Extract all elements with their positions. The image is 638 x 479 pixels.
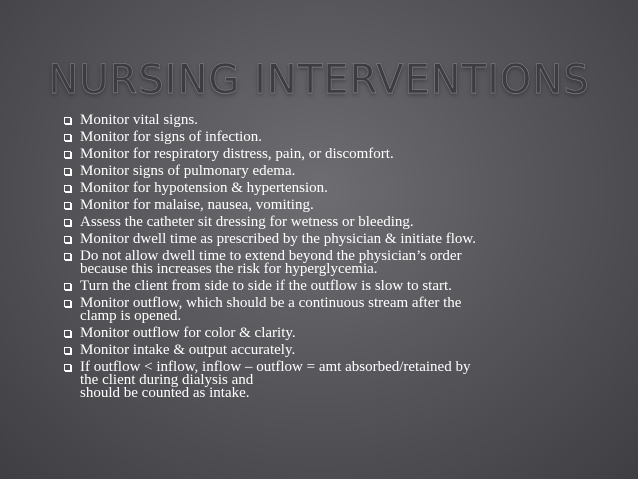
bullet-text-line: Monitor for respiratory distress, pain, or discomfort.: [80, 146, 394, 162]
checkbox-bullet-icon: [64, 364, 71, 371]
checkbox-bullet-icon: [64, 134, 71, 141]
bullet-text-line: Monitor outflow, which should be a continuous stream after the: [80, 295, 462, 311]
bullet-text-line: Assess the catheter sit dressing for wetness or bleeding.: [80, 214, 414, 230]
checkbox-bullet-icon: [64, 168, 71, 175]
checkbox-bullet-icon: [64, 253, 71, 260]
checkbox-bullet-icon: [64, 219, 71, 226]
checkbox-bullet-icon: [64, 185, 71, 192]
bullet-text-line: Monitor for hypotension & hypertension.: [80, 180, 328, 196]
checkbox-bullet-icon: [64, 300, 71, 307]
checkbox-bullet-icon: [64, 283, 71, 290]
bullet-text-line: If outflow < inflow, inflow – outflow = amt absorbed/retained by: [80, 359, 471, 375]
bullet-item: [64, 295, 612, 325]
bullet-item: [64, 146, 612, 163]
bullet-text-line: because this increases the risk for hyperglycemia.: [80, 261, 378, 277]
bullet-list: [64, 112, 612, 402]
checkbox-bullet-icon: [64, 117, 71, 124]
slide-title: NURSING INTERVENTIONS: [48, 56, 590, 103]
bullet-item: [64, 214, 612, 231]
bullet-text-line: Monitor signs of pulmonary edema.: [80, 163, 296, 179]
bullet-item: [64, 231, 612, 248]
bullet-item: [64, 248, 612, 278]
bullet-item: [64, 197, 612, 214]
bullet-text-line: Monitor for malaise, nausea, vomiting.: [80, 197, 314, 213]
bullet-text-line: Monitor intake & output accurately.: [80, 342, 296, 358]
bullet-text-line: Monitor outflow for color & clarity.: [80, 325, 296, 341]
bullet-text-line: Do not allow dwell time to extend beyond the physician’s order: [80, 248, 462, 264]
checkbox-bullet-icon: [64, 151, 71, 158]
bullet-item: [64, 278, 612, 295]
bullet-text-line: Monitor dwell time as prescribed by the physician & initiate flow.: [80, 231, 477, 247]
bullet-item: [64, 180, 612, 197]
bullet-item: [64, 325, 612, 342]
bullet-text-line: Turn the client from side to side if the outflow is slow to start.: [80, 278, 452, 294]
bullet-item: [64, 163, 612, 180]
checkbox-bullet-icon: [64, 236, 71, 243]
bullet-text-line: Monitor for signs of infection.: [80, 129, 263, 145]
bullet-text-line: the client during dialysis and: [80, 372, 254, 388]
bullet-item: [64, 342, 612, 359]
bullet-text-line: clamp is opened.: [80, 308, 182, 324]
checkbox-bullet-icon: [64, 330, 71, 337]
bullet-item: [64, 359, 612, 402]
checkbox-bullet-icon: [64, 202, 71, 209]
bullet-item: [64, 112, 612, 129]
bullet-text-line: Monitor vital signs.: [80, 112, 198, 128]
bullet-text-line: should be counted as intake.: [80, 385, 250, 401]
bullet-item: [64, 129, 612, 146]
checkbox-bullet-icon: [64, 347, 71, 354]
